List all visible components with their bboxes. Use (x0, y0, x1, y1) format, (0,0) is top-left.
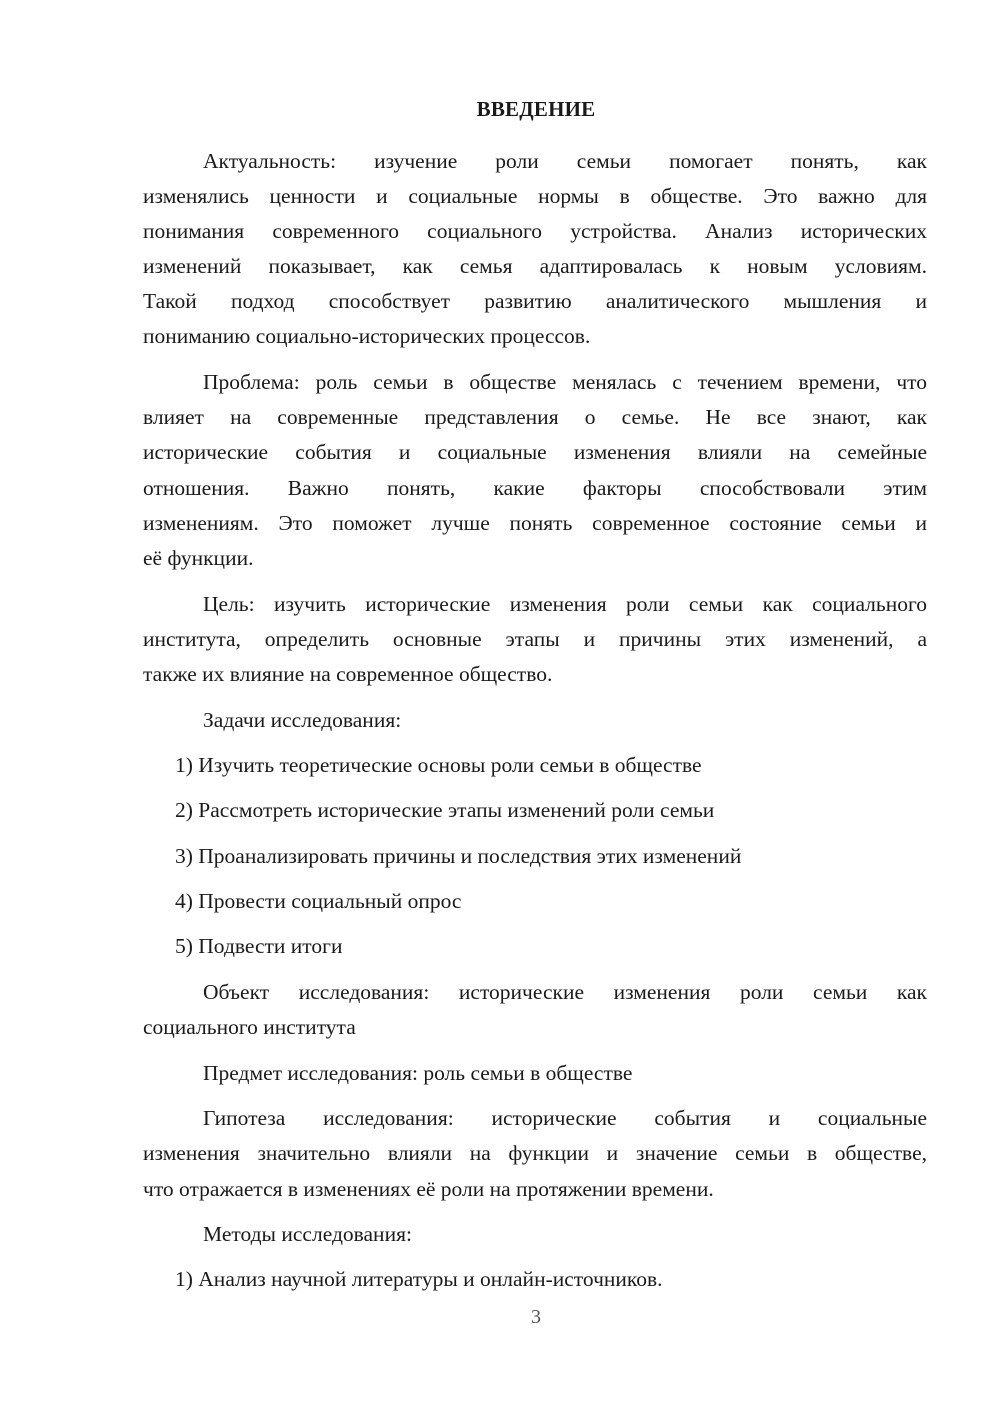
text-line: социального института (143, 1015, 356, 1039)
text-line: изменений показывает, как семья адаптировалась к новым условиям. (143, 254, 927, 278)
text-line: пониманию социально-исторических процессов. (143, 324, 591, 348)
text-line: Методы исследования: (203, 1222, 412, 1246)
text-line: Цель: изучить исторические изменения роли семьи как социального (203, 592, 927, 616)
list-item: 1) Изучить теоретические основы роли семьи в обществе (175, 753, 702, 777)
text-line: института, определить основные этапы и причины этих изменений, а (143, 627, 927, 651)
list-item: 2) Рассмотреть исторические этапы изменений роли семьи (175, 798, 715, 822)
text-line: Гипотеза исследования: исторические события и социальные (203, 1106, 927, 1130)
page-number: 3 (531, 1306, 541, 1328)
text-line: что отражается в изменениях её роли на протяжении времени. (143, 1177, 714, 1201)
text-line: её функции. (143, 546, 254, 570)
page-title: ВВЕДЕНИЕ (476, 97, 596, 121)
text-line: понимания современного социального устройства. Анализ исторических (143, 219, 927, 243)
text-line: Проблема: роль семьи в обществе менялась с течением времени, что (203, 370, 927, 394)
text-line: Актуальность: изучение роли семьи помогает понять, как (203, 149, 927, 173)
text-line: изменениям. Это поможет лучше понять современное состояние семьи и (143, 511, 927, 535)
text-line: изменения значительно влияли на функции и значение семьи в обществе, (143, 1141, 927, 1165)
text-line: исторические события и социальные изменения влияли на семейные (143, 440, 927, 464)
text-line: Предмет исследования: роль семьи в обществе (203, 1061, 633, 1085)
text-line: отношения. Важно понять, какие факторы способствовали этим (143, 476, 927, 500)
list-item: 4) Провести социальный опрос (175, 889, 462, 913)
list-item: 1) Анализ научной литературы и онлайн-источников. (175, 1267, 663, 1291)
text-line: также их влияние на современное общество. (143, 662, 553, 686)
text-line: Такой подход способствует развитию аналитического мышления и (143, 289, 927, 313)
text-line: влияет на современные представления о семье. Не все знают, как (143, 405, 927, 429)
text-line: изменялись ценности и социальные нормы в обществе. Это важно для (143, 184, 927, 208)
text-line: Объект исследования: исторические изменения роли семьи как (203, 980, 927, 1004)
text-line: Задачи исследования: (203, 708, 402, 732)
list-item: 3) Проанализировать причины и последствия этих изменений (175, 844, 742, 868)
list-item: 5) Подвести итоги (175, 934, 343, 958)
